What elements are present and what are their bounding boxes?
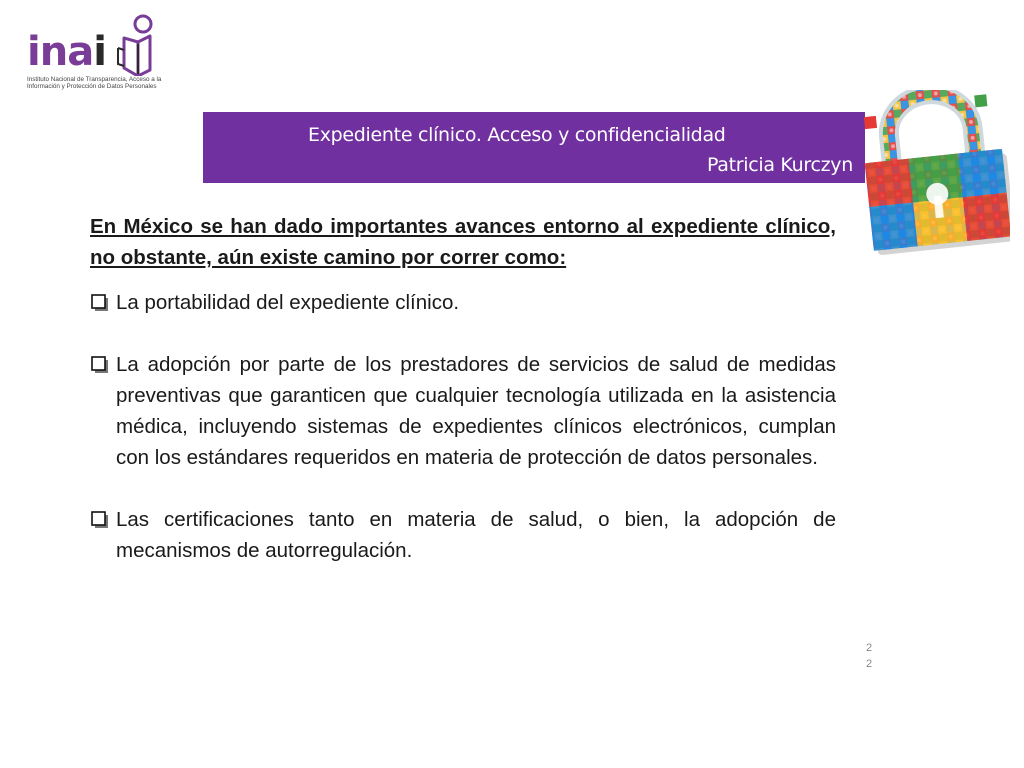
page-number: 2 2: [865, 642, 873, 670]
slide-body: [90, 211, 836, 566]
list-item-text: Las certificaciones tanto en materia de salud, o bien, la adopción de mecanismos de autorregulación.: [116, 508, 836, 562]
checkbox-outline-icon: [90, 349, 116, 380]
checkbox-outline-icon: [90, 287, 116, 318]
inai-logo: [24, 14, 174, 100]
slide-title: Expediente clínico. Acceso y confidencialidad: [308, 124, 726, 146]
intro-paragraph: En México se han dado importantes avances entorno al expediente clínico, no obstante, aún existe camino por correr como:: [90, 215, 836, 269]
list-item: [90, 349, 836, 473]
padlock-icon: [860, 90, 1010, 255]
logo-subtitle: Instituto Nacional de Transparencia, Acceso a la Información y Protección de Datos Personales: [27, 76, 162, 91]
title-banner: [203, 112, 865, 183]
list-item: [90, 504, 836, 566]
slide-author: Patricia Kurczyn: [706, 154, 853, 176]
list-item-text: La portabilidad del expediente clínico.: [116, 291, 460, 314]
checkbox-outline-icon: [90, 504, 116, 535]
list-item-text: La adopción por parte de los prestadores de servicios de salud de medidas preventivas que garanticen que cualquier tecnología utilizada en la asistencia médica, incluyendo sistemas de expedientes clínicos electrónicos, cumplan con los estándares requeridos en materia de protección de datos personales.: [116, 353, 836, 469]
person-book-icon: [116, 14, 160, 76]
logo-wordmark: inai: [27, 29, 106, 75]
list-item: [90, 287, 836, 318]
